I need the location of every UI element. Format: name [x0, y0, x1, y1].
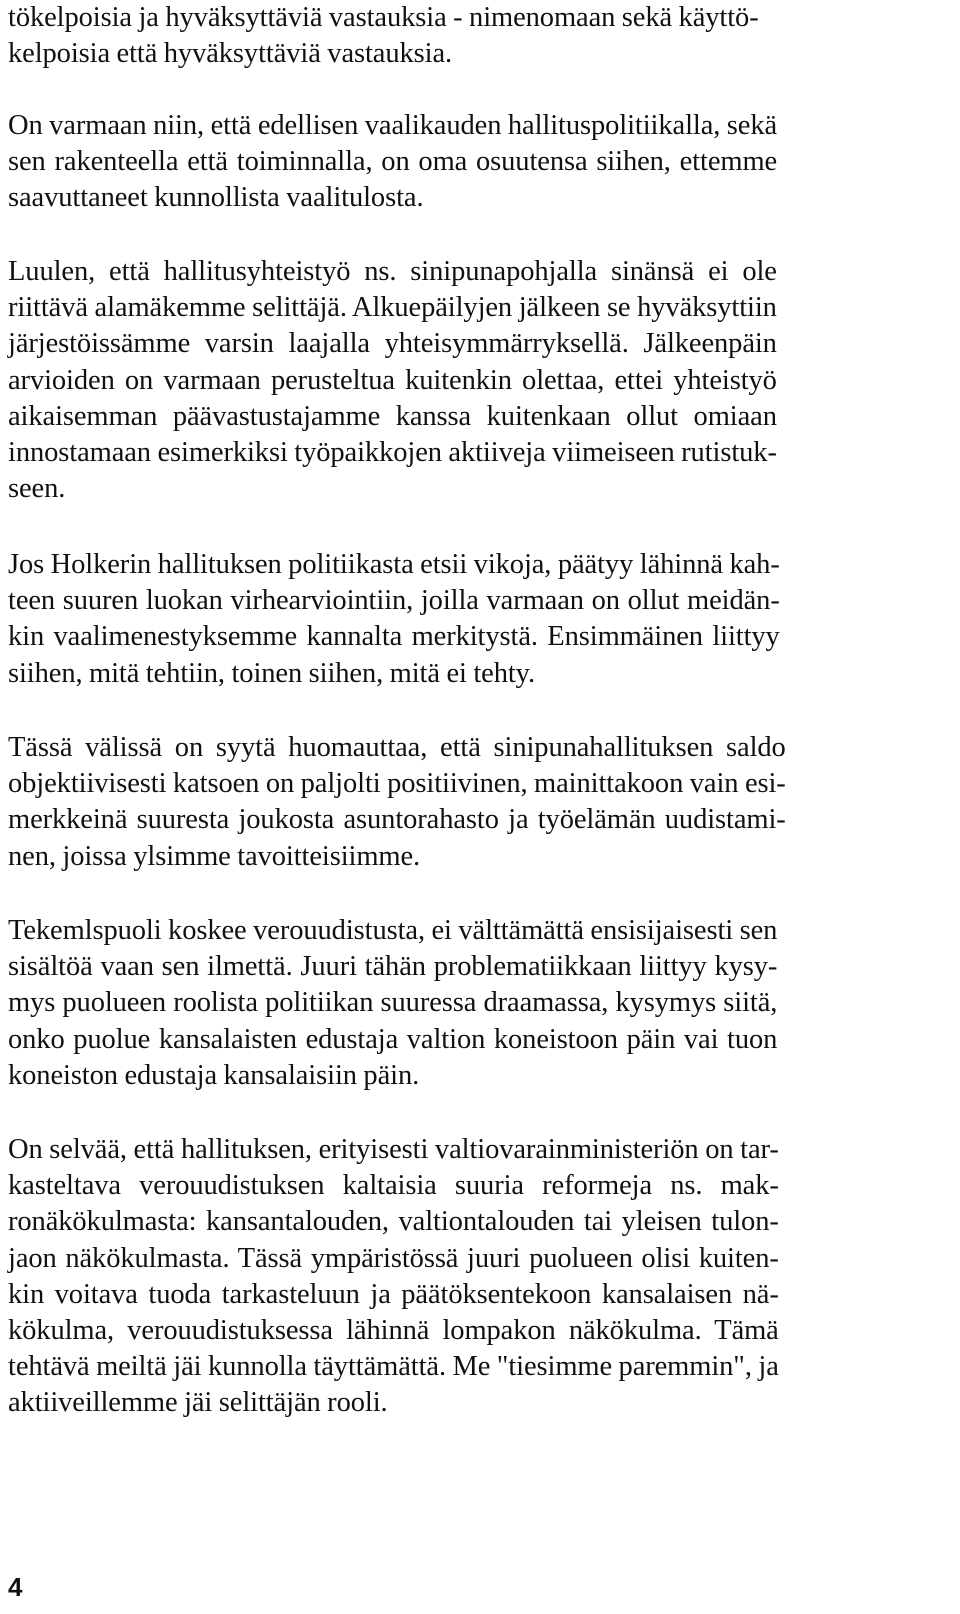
- text-line: kin voitava tuoda tarkasteluun ja päätöksentekoon kansalaisen nä-: [8, 1278, 779, 1310]
- paragraph-4: [8, 547, 780, 692]
- paragraph-1: [8, 0, 759, 72]
- text-line: sisältöä vaan sen ilmettä. Juuri tähän problematiikkaan liittyy kysy-: [8, 951, 778, 983]
- text-line: On selvää, että hallituksen, erityisesti valtiovarainministeriön on tar-: [8, 1134, 779, 1165]
- text-line: kin vaalimenestyksemme kannalta merkitystä. Ensimmäinen liittyy: [8, 621, 780, 653]
- page-number: 4: [8, 1572, 23, 1602]
- text-line: arvioiden on varmaan perusteltua kuitenkin olettaa, ettei yhteistyö: [8, 364, 777, 396]
- text-line: jaon näkökulmasta. Tässä ympäristössä juuri puolueen olisi kuiten-: [8, 1242, 779, 1274]
- text-line: Jos Holkerin hallituksen politiikasta etsii vikoja, päätyy lähinnä kah-: [8, 549, 780, 580]
- paragraph-6: [8, 913, 777, 1094]
- text-line: järjestöissämme varsin laajalla yhteisymmärryksellä. Jälkeenpäin: [8, 328, 777, 360]
- text-line: koneiston edustaja kansalaisiin päin.: [8, 1059, 420, 1091]
- text-line: ronäkökulmasta: kansantalouden, valtiontalouden tai yleisen tulon-: [8, 1206, 779, 1238]
- text-line: kasteltava verouudistuksen kaltaisia suuria reformeja ns. mak-: [8, 1170, 779, 1202]
- text-line: siihen, mitä tehtiin, toinen siihen, mitä ei tehty.: [8, 657, 536, 689]
- paragraph-3: [8, 254, 777, 507]
- text-line: aktiiveillemme jäi selittäjän rooli.: [8, 1387, 388, 1419]
- text-line: Tekemlspuoli koskee verouudistusta, ei välttämättä ensisijaisesti sen: [8, 915, 778, 946]
- text-line: On varmaan niin, että edellisen vaalikauden hallituspolitiikalla, sekä: [8, 110, 778, 141]
- text-line: innostamaan esimerkiksi työpaikkojen aktiiveja viimeiseen rutistuk-: [8, 437, 777, 469]
- text-line: merkkeinä suuresta joukosta asuntorahasto ja työelämän uudistami-: [8, 804, 786, 836]
- text-line: teen suuren luokan virhearviointiin, joilla varmaan on ollut meidän-: [8, 585, 780, 617]
- text-line: mys puolueen roolista politiikan suuressa draamassa, kysymys siitä,: [8, 987, 778, 1019]
- text-line: seen.: [8, 473, 66, 505]
- text-line: Luulen, että hallitusyhteistyö ns. sinipunapohjalla sinänsä ei ole: [8, 256, 777, 287]
- paragraph-2: [8, 108, 777, 217]
- text-line: riittävä alamäkemme selittäjä. Alkuepäilyjen jälkeen se hyväksyttiin: [8, 292, 777, 324]
- text-line: objektiivisesti katsoen on paljolti positiivinen, mainittakoon vain esi-: [8, 768, 786, 800]
- text-line: tehtävä meiltä jäi kunnolla täyttämättä. Me "tiesimme paremmin", ja: [8, 1351, 779, 1383]
- text-line: kelpoisia että hyväksyttäviä vastauksia.: [8, 38, 453, 70]
- text-line: Tässä välissä on syytä huomauttaa, että sinipunahallituksen saldo: [8, 732, 786, 763]
- text-line: saavuttaneet kunnollista vaalitulosta.: [8, 182, 424, 214]
- text-line: tökelpoisia ja hyväksyttäviä vastauksia - nimenomaan sekä käyttö-: [8, 2, 759, 33]
- text-line: nen, joissa ylsimme tavoitteisiimme.: [8, 840, 421, 872]
- text-line: sen rakenteella että toiminnalla, on oma osuutensa siihen, ettemme: [8, 146, 778, 178]
- text-line: onko puolue kansalaisten edustaja valtion koneistoon päin vai tuon: [8, 1023, 778, 1055]
- text-line: kökulma, verouudistuksessa lähinnä lompakon näkökulma. Tämä: [8, 1315, 779, 1347]
- paragraph-5: [8, 730, 786, 875]
- paragraph-7: [8, 1132, 779, 1422]
- text-line: aikaisemman päävastustajamme kanssa kuitenkaan ollut omiaan: [8, 400, 777, 432]
